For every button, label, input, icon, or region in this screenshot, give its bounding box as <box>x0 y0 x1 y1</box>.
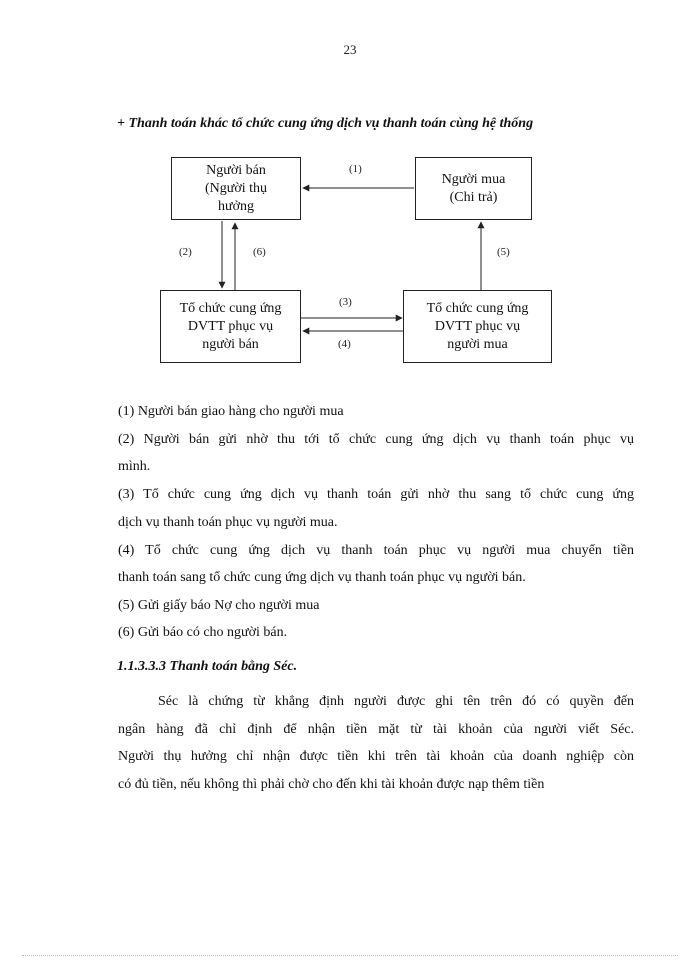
arrow-label-6: (6) <box>253 246 266 258</box>
seller-line-3: hưởng <box>218 198 254 214</box>
arrow-label-4: (4) <box>338 338 351 350</box>
page-number: 23 <box>343 42 357 57</box>
subheading-cheque: 1.1.3.3.3 Thanh toán bằng Séc. <box>117 659 298 674</box>
description-5: (5) Gửi giấy báo Nợ cho người mua <box>118 598 320 613</box>
seller-line-1: Người bán <box>206 162 266 178</box>
buyer-line-2: (Chi trả) <box>449 189 498 205</box>
description-3-line-2: dịch vụ thanh toán phục vụ người mua. <box>118 515 338 530</box>
description-6: (6) Gửi báo có cho người bán. <box>118 625 288 640</box>
buyer-org-line-2: DVTT phục vụ <box>434 318 521 334</box>
buyer-org-box <box>403 290 552 363</box>
page-bottom-rule <box>22 955 678 956</box>
description-2-line-2: mình. <box>118 459 151 474</box>
description-4-line-2: thanh toán sang tổ chức cung ứng dịch vụ thanh toán phục vụ người bán. <box>118 570 526 585</box>
description-2-line-1: (2) Người bán gửi nhờ thu tới tổ chức cung ứng dịch vụ thanh toán phục vụ <box>118 432 634 447</box>
paragraph-line-3: Người thụ hưởng chỉ nhận được tiền khi trên tài khoản của doanh nghiệp còn <box>118 749 634 764</box>
arrow-label-5: (5) <box>497 246 510 258</box>
paragraph-line-4: có đủ tiền, nếu không thì phải chờ cho đến khi tài khoản được nạp thêm tiền <box>118 777 545 792</box>
buyer-org-line-3: người mua <box>447 336 508 352</box>
seller-box <box>171 157 301 220</box>
description-1: (1) Người bán giao hàng cho người mua <box>118 404 344 419</box>
buyer-line-1: Người mua <box>441 171 506 187</box>
arrow-label-1: (1) <box>349 163 362 175</box>
arrow-label-2: (2) <box>179 246 192 258</box>
seller-org-line-3: người bán <box>202 336 259 352</box>
paragraph-line-1: Séc là chứng từ khẳng định người được ghi tên trên đó có quyền đến <box>158 694 634 709</box>
arrow-label-3: (3) <box>339 296 352 308</box>
buyer-box <box>415 157 532 220</box>
paragraph-line-2: ngân hàng đã chỉ định để nhận tiền mặt từ tài khoản của người viết Séc. <box>118 722 634 737</box>
buyer-org-line-1: Tổ chức cung ứng <box>426 300 529 316</box>
seller-org-box <box>160 290 301 363</box>
seller-org-line-1: Tổ chức cung ứng <box>179 300 282 316</box>
seller-line-2: (Người thụ <box>204 180 268 196</box>
seller-org-line-2: DVTT phục vụ <box>187 318 274 334</box>
description-3-line-1: (3) Tổ chức cung ứng dịch vụ thanh toán gửi nhờ thu sang tổ chức cung ứng <box>118 487 634 502</box>
section-heading: + Thanh toán khác tổ chức cung ứng dịch vụ thanh toán cùng hệ thống <box>117 116 534 131</box>
description-4-line-1: (4) Tổ chức cung ứng dịch vụ thanh toán phục vụ người mua chuyển tiền <box>118 543 634 558</box>
